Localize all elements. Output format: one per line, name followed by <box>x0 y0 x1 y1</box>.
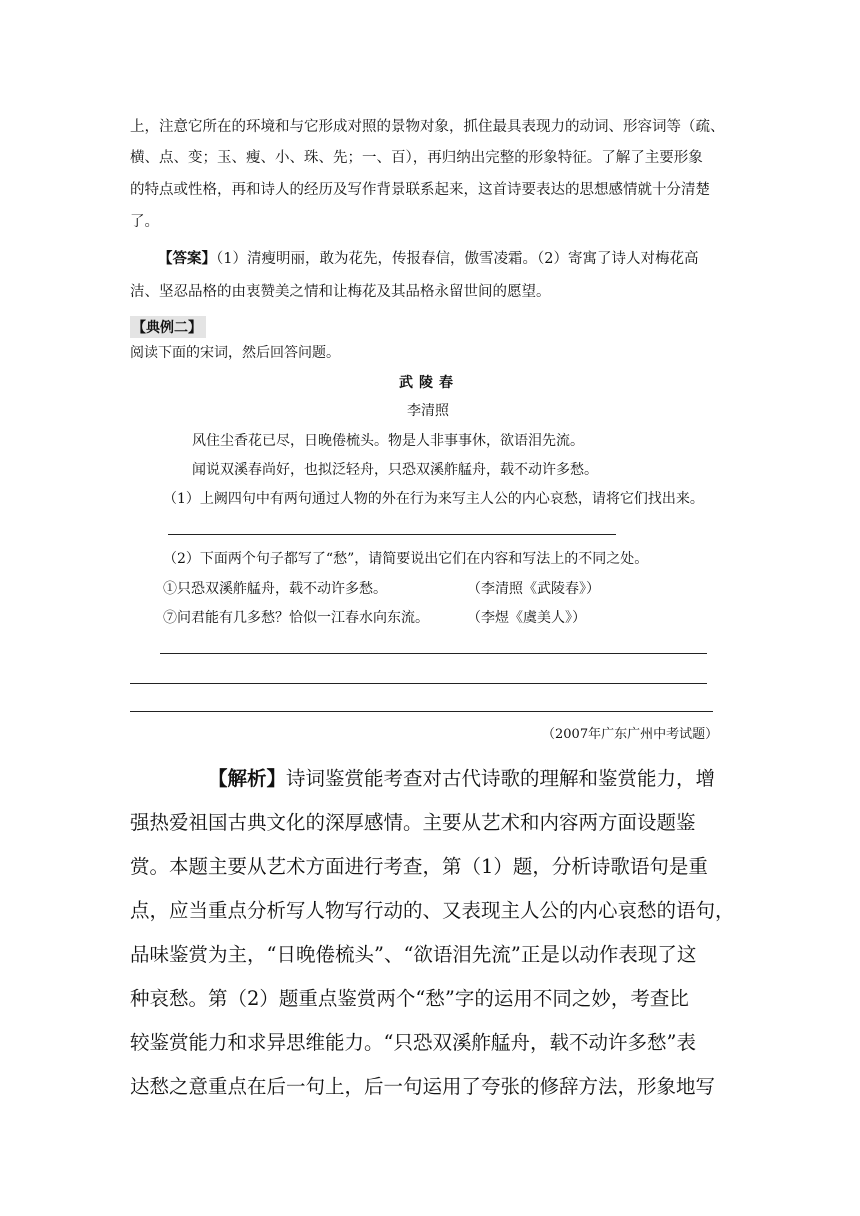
analysis-text: 诗词鉴赏能考查对古代诗歌的理解和鉴赏能力，增 <box>286 767 716 790</box>
answer-blank-line <box>168 534 616 535</box>
source-note: （2007年广东广州中考试题） <box>542 727 719 742</box>
paragraph-line: 上，注意它所在的环境和与它形成对照的景物对象，抓住最具表现力的动词、形容词等（疏、 <box>130 119 725 135</box>
question-2-item-2: ⑦问君能有几多愁？恰似一江春水向东流。 <box>163 610 429 626</box>
answer-line-1 <box>158 247 698 268</box>
poem-line: 风住尘香花已尽，日晚倦梳头。物是人非事事休，欲语泪先流。 <box>192 433 584 449</box>
question-2-item-1: ①只恐双溪舴艋舟，载不动许多愁。 <box>163 581 387 597</box>
poem-title: 武陵春 <box>399 375 459 391</box>
example-instruction: 阅读下面的宋词，然后回答问题。 <box>130 345 340 361</box>
analysis-label: 【解析】 <box>208 767 287 790</box>
analysis-line: 较鉴赏能力和求异思维能力。“只恐双溪舴艋舟，载不动许多愁”表 <box>130 1031 696 1054</box>
question-2-item-1-source: （李清照《武陵春》） <box>467 581 600 597</box>
analysis-line: 种哀愁。第（2）题重点鉴赏两个“愁”字的运用不同之妙，考查比 <box>130 987 689 1010</box>
analysis-line: 赏。本题主要从艺术方面进行考查，第（1）题，分析诗歌语句是重 <box>130 855 708 878</box>
analysis-line: 达愁之意重点在后一句上，后一句运用了夸张的修辞方法，形象地写 <box>130 1075 716 1098</box>
paragraph-line: 了。 <box>130 214 159 230</box>
answer-blank-line <box>130 711 713 712</box>
analysis-line-1 <box>208 763 715 791</box>
answer-label: 【答案】 <box>158 250 216 267</box>
paragraph-line: 横、点、变；玉、瘦、小、珠、先；一、百），再归纳出完整的形象特征。了解了主要形象 <box>130 150 703 166</box>
paragraph-line: 的特点或性格，再和诗人的经历及写作背景联系起来，这首诗要表达的思想感情就十分清楚 <box>130 182 710 198</box>
analysis-line: 强热爱祖国古典文化的深厚感情。主要从艺术和内容两方面设题鉴 <box>130 811 696 834</box>
analysis-line: 点，应当重点分析写人物写行动的、又表现主人公的内心哀愁的语句， <box>130 899 735 922</box>
poem-line: 闻说双溪春尚好，也拟泛轻舟，只恐双溪舴艋舟，载不动许多愁。 <box>192 462 598 478</box>
answer-blank-line <box>160 653 707 654</box>
answer-blank-line <box>130 683 707 684</box>
answer-text: （1）清瘦明丽，敢为花先，传报春信，傲雪凌霜。（2）寄寓了诗人对梅花高 <box>216 251 699 267</box>
question-2-item-2-source: （李煜《虞美人》） <box>467 610 586 626</box>
question-2: （2）下面两个句子都写了“愁”，请简要说出它们在内容和写法上的不同之处。 <box>163 551 649 567</box>
example-tag: 【典例二】 <box>130 316 206 338</box>
question-1: （1）上阙四句中有两句通过人物的外在行为来写主人公的内心哀愁，请将它们找出来。 <box>163 491 704 507</box>
answer-line-2: 洁、坚忍品格的由衷赞美之情和让梅花及其品格永留世间的愿望。 <box>130 284 551 300</box>
analysis-line: 品味鉴赏为主，“日晚倦梳头”、“欲语泪先流”正是以动作表现了这 <box>130 943 697 966</box>
poem-author: 李清照 <box>407 403 449 419</box>
